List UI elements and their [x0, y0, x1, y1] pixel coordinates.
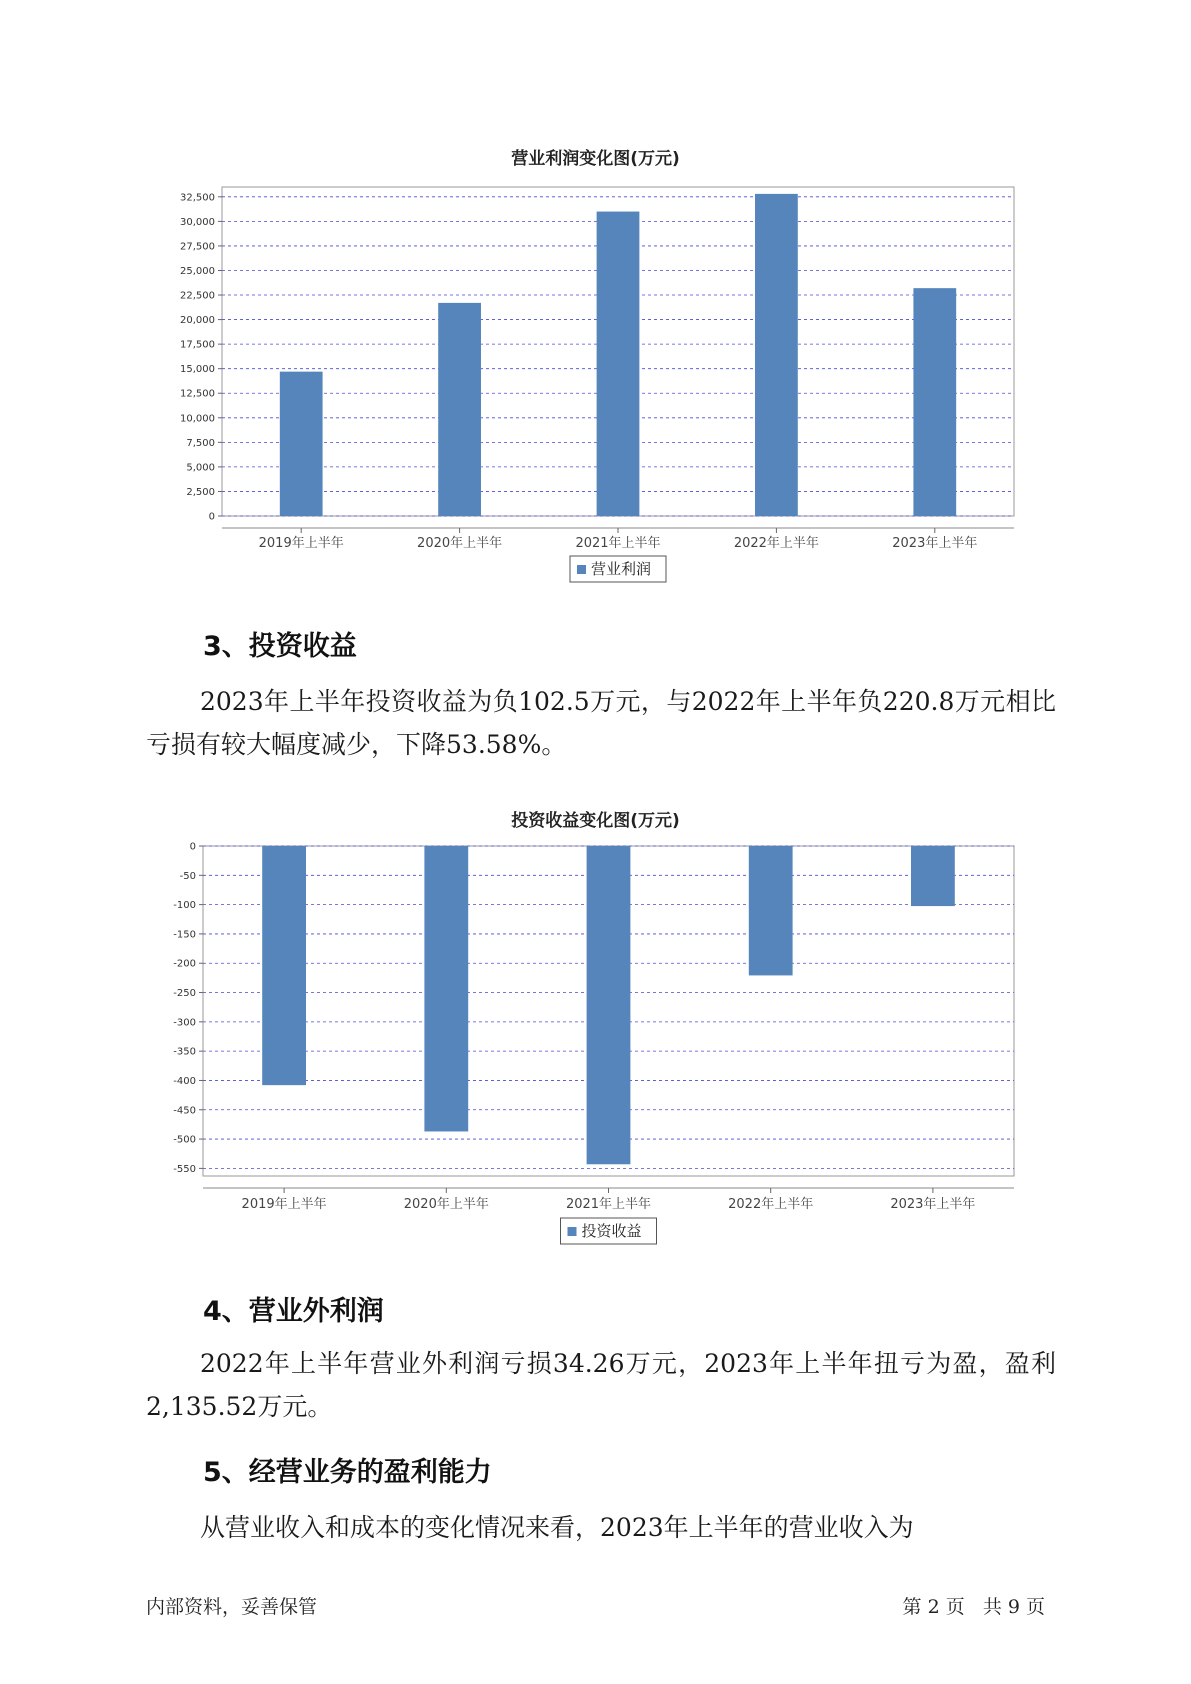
y-tick-label: -100 — [173, 900, 196, 912]
y-tick-label: 2,500 — [186, 486, 215, 498]
bar — [597, 212, 640, 516]
x-tick-label: 2019年上半年 — [258, 536, 344, 551]
y-tick-label: -250 — [173, 988, 196, 1000]
investment-income-chart — [0, 830, 1191, 1250]
bar — [424, 846, 468, 1131]
x-tick-label: 2019年上半年 — [241, 1197, 327, 1212]
bar — [755, 194, 798, 516]
operating-profit-chart — [0, 170, 1191, 590]
y-tick-label: -150 — [173, 929, 196, 941]
y-tick-label: -200 — [173, 958, 196, 970]
y-tick-label: -350 — [173, 1046, 196, 1058]
x-tick-label: 2020年上半年 — [403, 1197, 489, 1212]
y-tick-label: 10,000 — [180, 413, 215, 425]
x-tick-label: 2020年上半年 — [417, 536, 503, 551]
legend-swatch — [568, 1227, 577, 1236]
section-5-heading: 5、经营业务的盈利能力 — [203, 1457, 492, 1488]
chart-1-title: 营业利润变化图(万元) — [511, 149, 680, 169]
y-tick-label: 17,500 — [180, 339, 215, 351]
x-tick-label: 2022年上半年 — [728, 1197, 814, 1212]
y-tick-label: -400 — [173, 1075, 196, 1087]
section-5-paragraph: 从营业收入和成本的变化情况来看，2023年上半年的营业收入为 — [200, 1513, 914, 1542]
y-tick-label: 27,500 — [180, 241, 215, 253]
legend-label: 营业利润 — [591, 560, 652, 578]
y-tick-label: 7,500 — [186, 437, 215, 449]
section-4-paragraph: 2022年上半年营业外利润亏损34.26万元，2023年上半年扭亏为盈，盈利2,135.52万元。 — [146, 1349, 1056, 1421]
bar — [262, 846, 306, 1085]
section-3-heading: 3、投资收益 — [203, 631, 357, 662]
x-tick-label: 2023年上半年 — [892, 536, 978, 551]
x-tick-label: 2021年上半年 — [565, 1197, 652, 1212]
bar — [280, 372, 323, 516]
footer-confidential-note: 内部资料，妥善保管 — [146, 1596, 318, 1618]
legend-label: 投资收益 — [581, 1222, 642, 1240]
y-tick-label: -450 — [173, 1105, 196, 1117]
y-tick-label: 32,500 — [180, 192, 215, 204]
x-tick-label: 2023年上半年 — [890, 1197, 976, 1212]
y-tick-label: 5,000 — [186, 462, 215, 474]
y-tick-label: 15,000 — [180, 364, 215, 376]
y-tick-label: -300 — [173, 1017, 196, 1029]
x-tick-label: 2021年上半年 — [575, 536, 661, 551]
y-tick-label: 0 — [189, 841, 196, 853]
y-tick-label: 25,000 — [180, 265, 215, 277]
bar — [438, 303, 481, 516]
section-3-paragraph: 2023年上半年投资收益为负102.5万元，与2022年上半年负220.8万元相比亏损有较大幅度减少，下降53.58%。 — [146, 687, 1056, 759]
y-tick-label: 30,000 — [180, 216, 215, 228]
bar — [587, 846, 631, 1164]
chart-2-title: 投资收益变化图(万元) — [511, 811, 680, 831]
y-tick-label: 12,500 — [180, 388, 215, 400]
section-4-heading: 4、营业外利润 — [203, 1296, 384, 1327]
bar — [913, 288, 956, 516]
bar — [749, 846, 793, 975]
y-tick-label: -500 — [173, 1134, 196, 1146]
y-tick-label: 0 — [208, 511, 215, 523]
footer-page-number: 第 2 页 共 9 页 — [902, 1596, 1045, 1618]
y-tick-label: 22,500 — [180, 290, 215, 302]
y-tick-label: 20,000 — [180, 315, 215, 327]
legend-swatch — [577, 565, 586, 574]
y-tick-label: -50 — [179, 870, 196, 882]
bar — [911, 846, 955, 906]
x-tick-label: 2022年上半年 — [733, 536, 819, 551]
y-tick-label: -550 — [173, 1163, 196, 1175]
